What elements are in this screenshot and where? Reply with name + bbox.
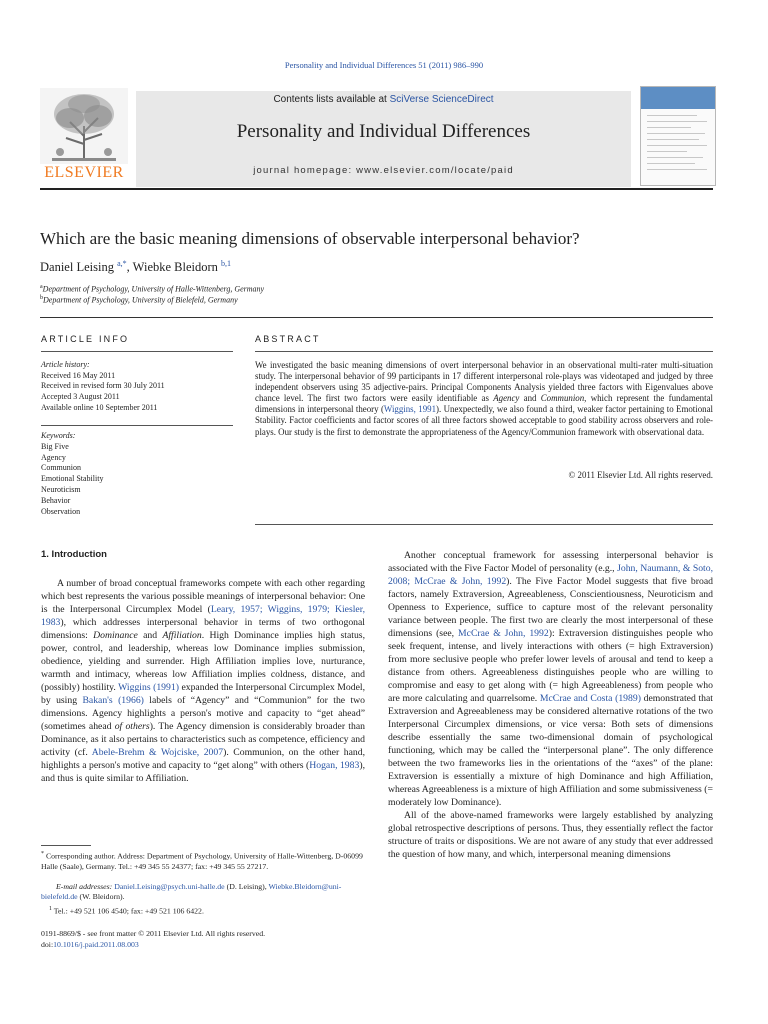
cover-line [647, 169, 707, 170]
abstract-part: , which represent the fundamental dimensions in interpersonal theory ( [255, 393, 713, 415]
affiliation-mark: b [40, 295, 43, 301]
article-info-rule [41, 351, 233, 352]
keywords-rule [41, 425, 233, 426]
intro-left-column [41, 577, 365, 785]
author-affiliation-mark[interactable]: a,* [117, 259, 127, 268]
abstract-rule [255, 351, 713, 352]
emphasis-text: Affiliation [162, 630, 202, 641]
citation-link[interactable]: McCrae & John, 1992 [458, 628, 549, 639]
author-list [40, 259, 231, 275]
abstract-text [255, 360, 713, 438]
paragraph-text: expanded the Interpersonal Circumplex Model, by using [41, 682, 365, 706]
history-item: Available online 10 September 2011 [41, 403, 158, 412]
doi-prefix: doi: [41, 940, 54, 949]
journal-cover-thumbnail [640, 86, 716, 186]
email-label: E-mail addresses: [56, 882, 113, 891]
intro-paragraph: All of the above-named frameworks were largely established by analyzing global retrospective descriptions of persons. Thus, they essentially reflect the factor structure of traits or dispositions. We are not aware of any study that ever addressed the question of how many, and which, interpersonal meaning dimensions [388, 810, 713, 860]
citation-link[interactable]: Wiggins (1991) [118, 682, 179, 693]
abstract-bottom-rule [255, 524, 713, 525]
paragraph-text: and [137, 630, 163, 641]
citation-link[interactable]: McCrae and Costa (1989) [539, 693, 641, 704]
paragraph-text: . High Dominance implies high status, power, control, and leadership, whereas low Dominance implies submission, obedience, yielding and surrender. High Affiliation implies love, nurturance, warmth and intimacy, whereas low Affiliation implies coldness, distance, and (possibly) hostility. [41, 630, 365, 693]
doi-line [41, 940, 139, 949]
emphasis-text: Dominance [93, 630, 138, 641]
abstract-term: Communion [540, 393, 585, 404]
paragraph-text: ). The Five Factor Model suggests that five broad factors, namely Extraversion, Agreeableness, Conscientiousness, Neuroticism and Openness to Experience, suffice to capture most of the relevant personality variance between people. The first two are clearly the most interpersonal of these dimensions (see, [388, 576, 713, 639]
keyword: Big Five [41, 442, 69, 451]
issn-line: 0191-8869/$ - see front matter © 2011 Elsevier Ltd. All rights reserved. [41, 929, 266, 938]
footnote-mark: * [41, 851, 44, 857]
doi-link[interactable]: 10.1016/j.paid.2011.08.003 [53, 940, 139, 949]
article-title: Which are the basic meaning dimensions of observable interpersonal behavior? [40, 229, 580, 248]
paragraph-text: labels of “Agency” and “Communion” for the two dimensions. Agency highlights a person's motive and capacity to “get ahead” (sometimes ahead [41, 695, 365, 732]
abstract-heading: ABSTRACT [255, 334, 321, 344]
paragraph-text: ): Extraversion distinguishes people who seek frequent, intense, and lively interactions with others (= high Extraversion) from more seclusive people who prefer lower levels of arousal and tend to keep a distance from others. Agreeableness distinguishes people who are willing to compromise and easy to get along with (= high Agreeableness) from people who are more calculating and quarrelsome. [388, 628, 714, 704]
abstract-part: We investigated the basic meaning dimensions of overt interpersonal behavior in an observational multi-rater multi-situation study. The interpersonal behavior of 99 participants in 17 different interpersonal role-plays was videotaped and judged by three independent observers using 35 adjective-pairs. Principal Components Analysis yielded three factors with Eigenvalues above chance level. The first two factors were easily identifiable as [255, 360, 713, 404]
paragraph-text: A number of broad conceptual frameworks compete with each other regarding which best represents the various possible meanings of interpersonal behavior: One is the Interpersonal Circumplex Model ( [41, 578, 365, 615]
author-affiliation-mark[interactable]: b,1 [221, 259, 232, 268]
citation-link[interactable]: Leary, 1957; Wiggins, 1979; Kiesler, 1983 [41, 604, 365, 628]
affiliation-mark: a [40, 284, 43, 290]
intro-paragraph [41, 577, 365, 785]
paragraph-text: Another conceptual framework for assessing interpersonal behavior is associated with the Five Factor Model of personality (e.g., [388, 550, 713, 574]
section-rule [40, 317, 713, 318]
emphasis-text: of others [114, 721, 150, 732]
keyword: Communion [41, 463, 82, 472]
keyword: Observation [41, 507, 81, 516]
abstract-part: ). Unexpectedly, we also found a third, weaker factor pertaining to Emotional Stability. Factor coefficients and factor scores of all three factors showed acceptable to good stability across observers and role-plays. Our study is the first to demonstrate the appropriateness of the Agency/Communion framework with observational data. [255, 404, 714, 437]
cover-line [647, 115, 697, 116]
abstract-copyright: © 2011 Elsevier Ltd. All rights reserved. [568, 470, 713, 480]
citation-link[interactable]: Abele-Brehm & Wojciske, 2007 [91, 747, 224, 758]
history-item: Received 16 May 2011 [41, 371, 116, 380]
paragraph-text: ). Communion, on the other hand, highlights a person's motive and capacity to “get along” with others ( [41, 747, 365, 771]
sciencedirect-link[interactable]: SciVerse ScienceDirect [389, 94, 494, 105]
journal-homepage[interactable]: journal homepage: www.elsevier.com/locate/paid [253, 165, 514, 176]
cover-header-band [641, 87, 715, 109]
cover-line [647, 121, 707, 122]
cover-line [647, 163, 695, 164]
cover-line [647, 127, 691, 128]
history-item: Received in revised form 30 July 2011 [41, 381, 165, 390]
footnote-rule [41, 845, 91, 846]
author-name: Daniel Leising [40, 260, 114, 275]
author-name: Wiebke Bleidorn [132, 260, 218, 275]
footnote-mark: 1 [49, 906, 52, 912]
keywords-label: Keywords: [41, 431, 76, 440]
email-owner: (D. Leising), [224, 882, 269, 891]
paragraph-text: ), which addresses interpersonal behavior in terms of two orthogonal dimensions: [41, 617, 365, 641]
footnote-text: Corresponding author. Address: Department of Psychology, University of Halle-Wittenberg, D-06099 Halle (Saale), Germany. Tel.: +49 345 55 24377; fax: +49 345 55 27217. [41, 851, 363, 871]
elsevier-wordmark: ELSEVIER [44, 164, 124, 181]
paragraph-text: ), and thus is quite similar to Affiliation. [41, 760, 365, 784]
keyword: Behavior [41, 496, 71, 505]
footnote-corresponding [41, 849, 365, 872]
email-link[interactable]: Daniel.Leising@psych.uni-halle.de [114, 882, 225, 891]
footnote-1 [41, 904, 365, 917]
affiliation-text: Department of Psychology, University of Bielefeld, Germany [43, 295, 238, 305]
article-info-heading: ARTICLE INFO [41, 334, 130, 344]
abstract-reference-link[interactable]: Wiggins, 1991 [383, 404, 437, 415]
citation-link[interactable]: John, Naumann, & Soto, 2008; McCrae & John, 1992 [388, 563, 714, 587]
citation-link[interactable]: Bakan's (1966) [82, 695, 144, 706]
footnote-text: Tel.: +49 521 106 4540; fax: +49 521 106 6422. [52, 906, 204, 916]
abstract-term: Agency [493, 393, 520, 404]
footnote-emails [41, 882, 365, 902]
header-rule [40, 188, 713, 190]
cover-line [647, 139, 699, 140]
email-owner: (W. Bleidorn). [77, 892, 125, 902]
cover-line [647, 145, 707, 146]
affiliation-b [40, 295, 238, 305]
paragraph-text: demonstrated that Extraversion and Agreeableness may be considered alternative rotations of the two Interpersonal Circumplex dimensions, or vice versa: Both sets of dimensions describe essentially the same two-dimensional domain of psychological functioning, which may be called the “interpersonal plane”. The only difference between the two frameworks lies in the orientations of the “axes” of the plane: Extraversion is essentially a mixture of high Dominance and high Affiliation, whereas Agreeableness is a mixture of high Affiliation and some submissiveness (= moderately low Dominance). [388, 693, 714, 808]
contents-prefix: Contents lists available at [273, 94, 390, 105]
history-label: Article history: [41, 360, 90, 369]
affiliation-text: Department of Psychology, University of Halle-Wittenberg, Germany [42, 284, 265, 294]
journal-citation[interactable]: Personality and Individual Differences 51 (2011) 986–990 [284, 60, 484, 70]
cover-line [647, 133, 705, 134]
history-item: Accepted 3 August 2011 [41, 392, 120, 401]
author-separator: , [126, 260, 133, 275]
citation-link[interactable]: Hogan, 1983 [309, 760, 360, 771]
intro-right-column [388, 549, 713, 861]
abstract-part: and [519, 393, 541, 404]
affiliation-a [40, 284, 264, 294]
cover-line [647, 151, 687, 152]
keyword: Agency [41, 453, 66, 462]
paragraph-text: ). The Agency dimension is considerably broader than Dominance, as it also pertains to characteristics such as competence, efficiency and activity (cf. [41, 721, 365, 758]
journal-name: Personality and Individual Differences [236, 121, 531, 142]
keyword: Neuroticism [41, 485, 81, 494]
section-heading-introduction: 1. Introduction [41, 549, 107, 560]
cover-line [647, 157, 703, 158]
contents-line [136, 94, 631, 105]
keyword: Emotional Stability [41, 474, 104, 483]
email-link[interactable]: Wiebke.Bleidorn@uni-bielefeld.de [41, 882, 342, 902]
intro-paragraph [388, 549, 713, 809]
